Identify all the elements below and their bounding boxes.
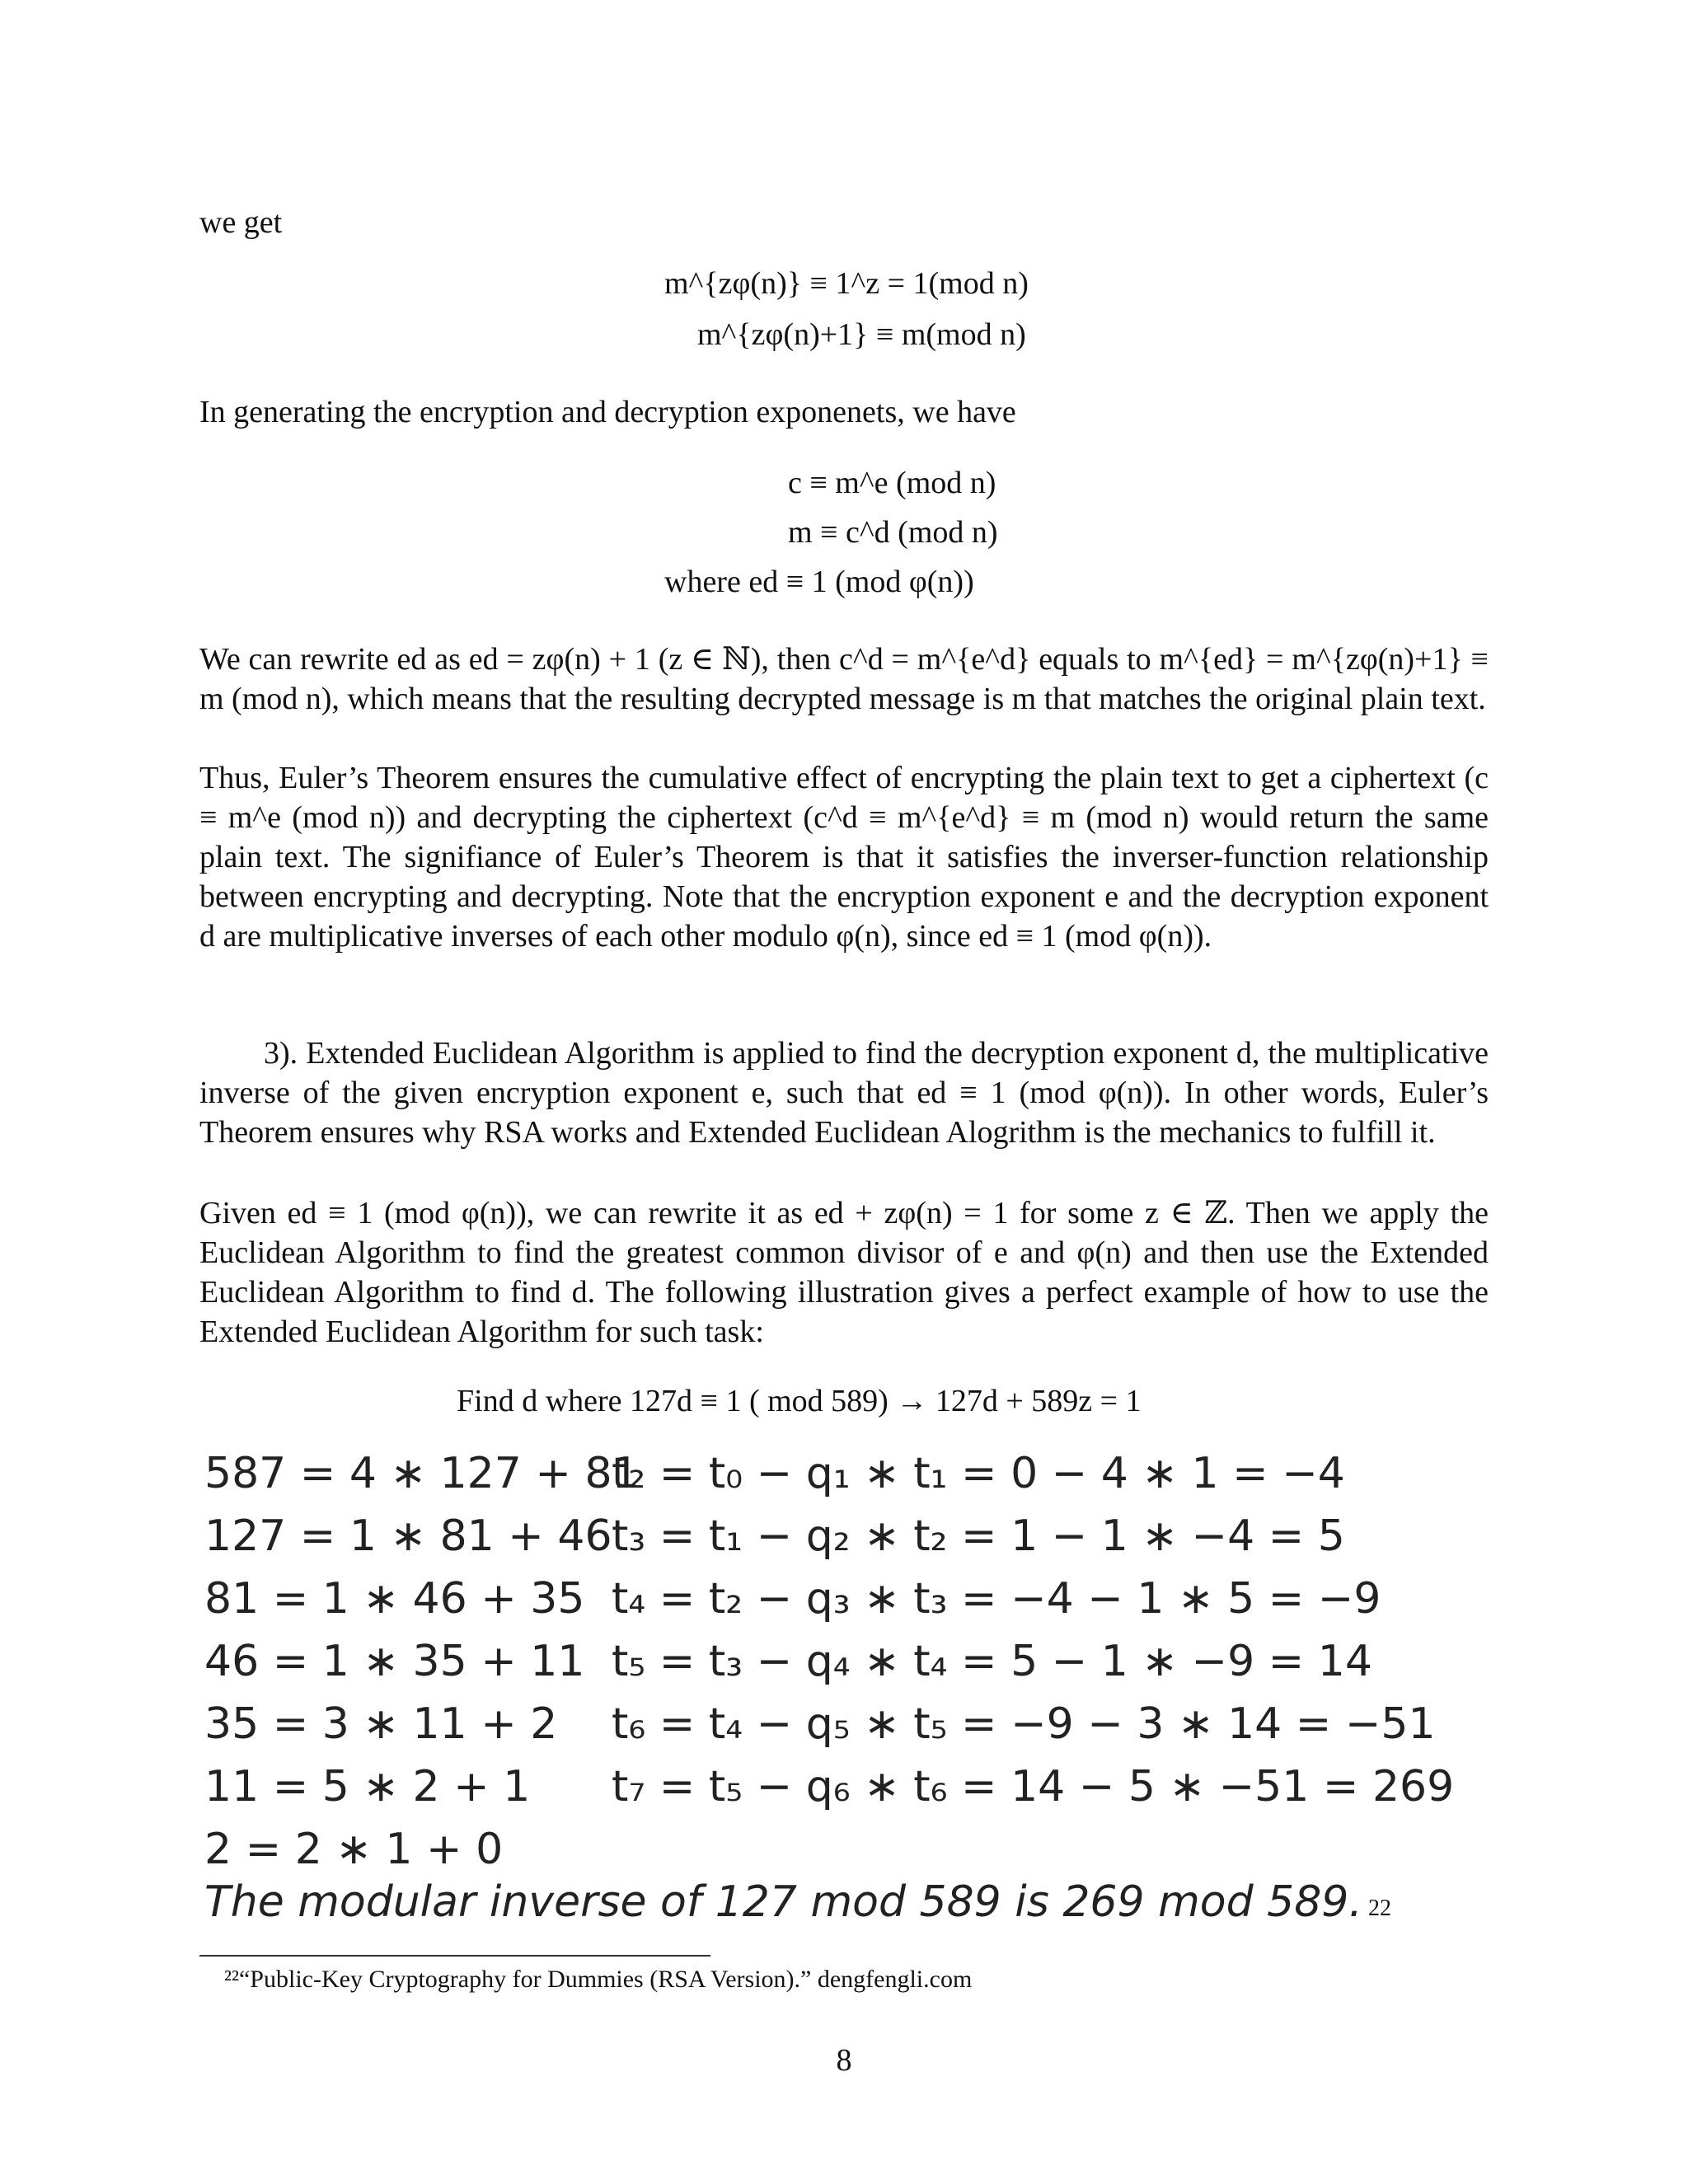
extended-euclid-row: t₂ = t₀ − q₁ ∗ t₁ = 0 − 4 ∗ 1 = −4 bbox=[612, 1449, 1345, 1498]
footnote-text: ²²“Public-Key Cryptography for Dummies (RSA Version).” dengfengli.com bbox=[224, 1966, 973, 1993]
paragraph-thus: Thus, Euler’s Theorem ensures the cumulative effect of encrypting the plain text to get a ciphertext (c ≡ m^e (mod n)) and decrypting the ciphertext (c^d ≡ m^{e^d} ≡ m (mod n) would return the same plain text. The signifiance of Euler’s Theorem is that it satisfies the inverser-function relationship between encrypting and decrypting. Note that the encryption exponent e and the decryption exponent d are multiplicative inverses of each other modulo φ(n), since ed ≡ 1 (mod φ(n)). bbox=[199, 761, 1489, 954]
paragraph-generating: In generating the encryption and decryption exponenets, we have bbox=[199, 395, 1016, 429]
euclid-left-row: 46 = 1 ∗ 35 + 11 bbox=[204, 1637, 585, 1686]
footnote-divider bbox=[199, 1955, 710, 1957]
euclid-left-row: 35 = 3 ∗ 11 + 2 bbox=[204, 1699, 558, 1749]
extended-euclid-row: t₄ = t₂ − q₃ ∗ t₃ = −4 − 1 ∗ 5 = −9 bbox=[612, 1574, 1381, 1624]
intro-text: we get bbox=[199, 205, 283, 240]
equation-decrypt: m ≡ c^d (mod n) bbox=[788, 515, 998, 550]
modular-inverse-conclusion: The modular inverse of 127 mod 589 is 269 mod 589. bbox=[204, 1877, 1362, 1927]
equation-euler-2: m^{zφ(n)+1} ≡ m(mod n) bbox=[697, 317, 1026, 352]
paragraph-rewrite: We can rewrite ed as ed = zφ(n) + 1 (z ∈ ℕ), then c^d = m^{e^d} equals to m^{ed} = m^{zφ(n)+1} ≡ m (mod n), which means that the resulting decrypted message is m that matches the original plain text. bbox=[199, 642, 1489, 716]
euclid-left-row: 587 = 4 ∗ 127 + 81 bbox=[204, 1449, 640, 1498]
equation-euler-1: m^{zφ(n)} ≡ 1^z = 1(mod n) bbox=[664, 266, 1029, 301]
extended-euclid-row: t₃ = t₁ − q₂ ∗ t₂ = 1 − 1 ∗ −4 = 5 bbox=[612, 1511, 1345, 1561]
euclid-left-row: 2 = 2 ∗ 1 + 0 bbox=[204, 1825, 504, 1874]
equation-where: where ed ≡ 1 (mod φ(n)) bbox=[664, 565, 974, 599]
extended-euclid-row: t₇ = t₅ − q₆ ∗ t₆ = 14 − 5 ∗ −51 = 269 bbox=[612, 1762, 1455, 1811]
page-number: 8 bbox=[836, 2043, 852, 2078]
paragraph-step-3: 3). Extended Euclidean Algorithm is applied to find the decryption exponent d, the multiplicative inverse of the given encryption exponent e, such that ed ≡ 1 (mod φ(n)). In other words, Euler’s Theorem ensures why RSA works and Extended Euclidean Alogrithm is the mechanics to fulfill it. bbox=[199, 1036, 1489, 1150]
extended-euclid-row: t₅ = t₃ − q₄ ∗ t₄ = 5 − 1 ∗ −9 = 14 bbox=[612, 1637, 1372, 1686]
footnote-marker: 22 bbox=[1368, 1896, 1391, 1921]
euclid-left-row: 127 = 1 ∗ 81 + 46 bbox=[204, 1511, 612, 1561]
euclid-left-row: 81 = 1 ∗ 46 + 35 bbox=[204, 1574, 585, 1624]
extended-euclid-row: t₆ = t₄ − q₅ ∗ t₅ = −9 − 3 ∗ 14 = −51 bbox=[612, 1699, 1436, 1749]
equation-encrypt: c ≡ m^e (mod n) bbox=[788, 466, 996, 500]
euclid-left-row: 11 = 5 ∗ 2 + 1 bbox=[204, 1762, 531, 1811]
paragraph-given: Given ed ≡ 1 (mod φ(n)), we can rewrite it as ed + zφ(n) = 1 for some z ∈ ℤ. Then we apply the Euclidean Algorithm to find the greatest common divisor of e and φ(n) and then use the Extended Euclidean Algorithm to find d. The following illustration gives a perfect example of how to use the Extended Euclidean Algorithm for such task: bbox=[199, 1196, 1489, 1349]
find-d-line: Find d where 127d ≡ 1 ( mod 589) → 127d + 589z = 1 bbox=[457, 1384, 1142, 1418]
